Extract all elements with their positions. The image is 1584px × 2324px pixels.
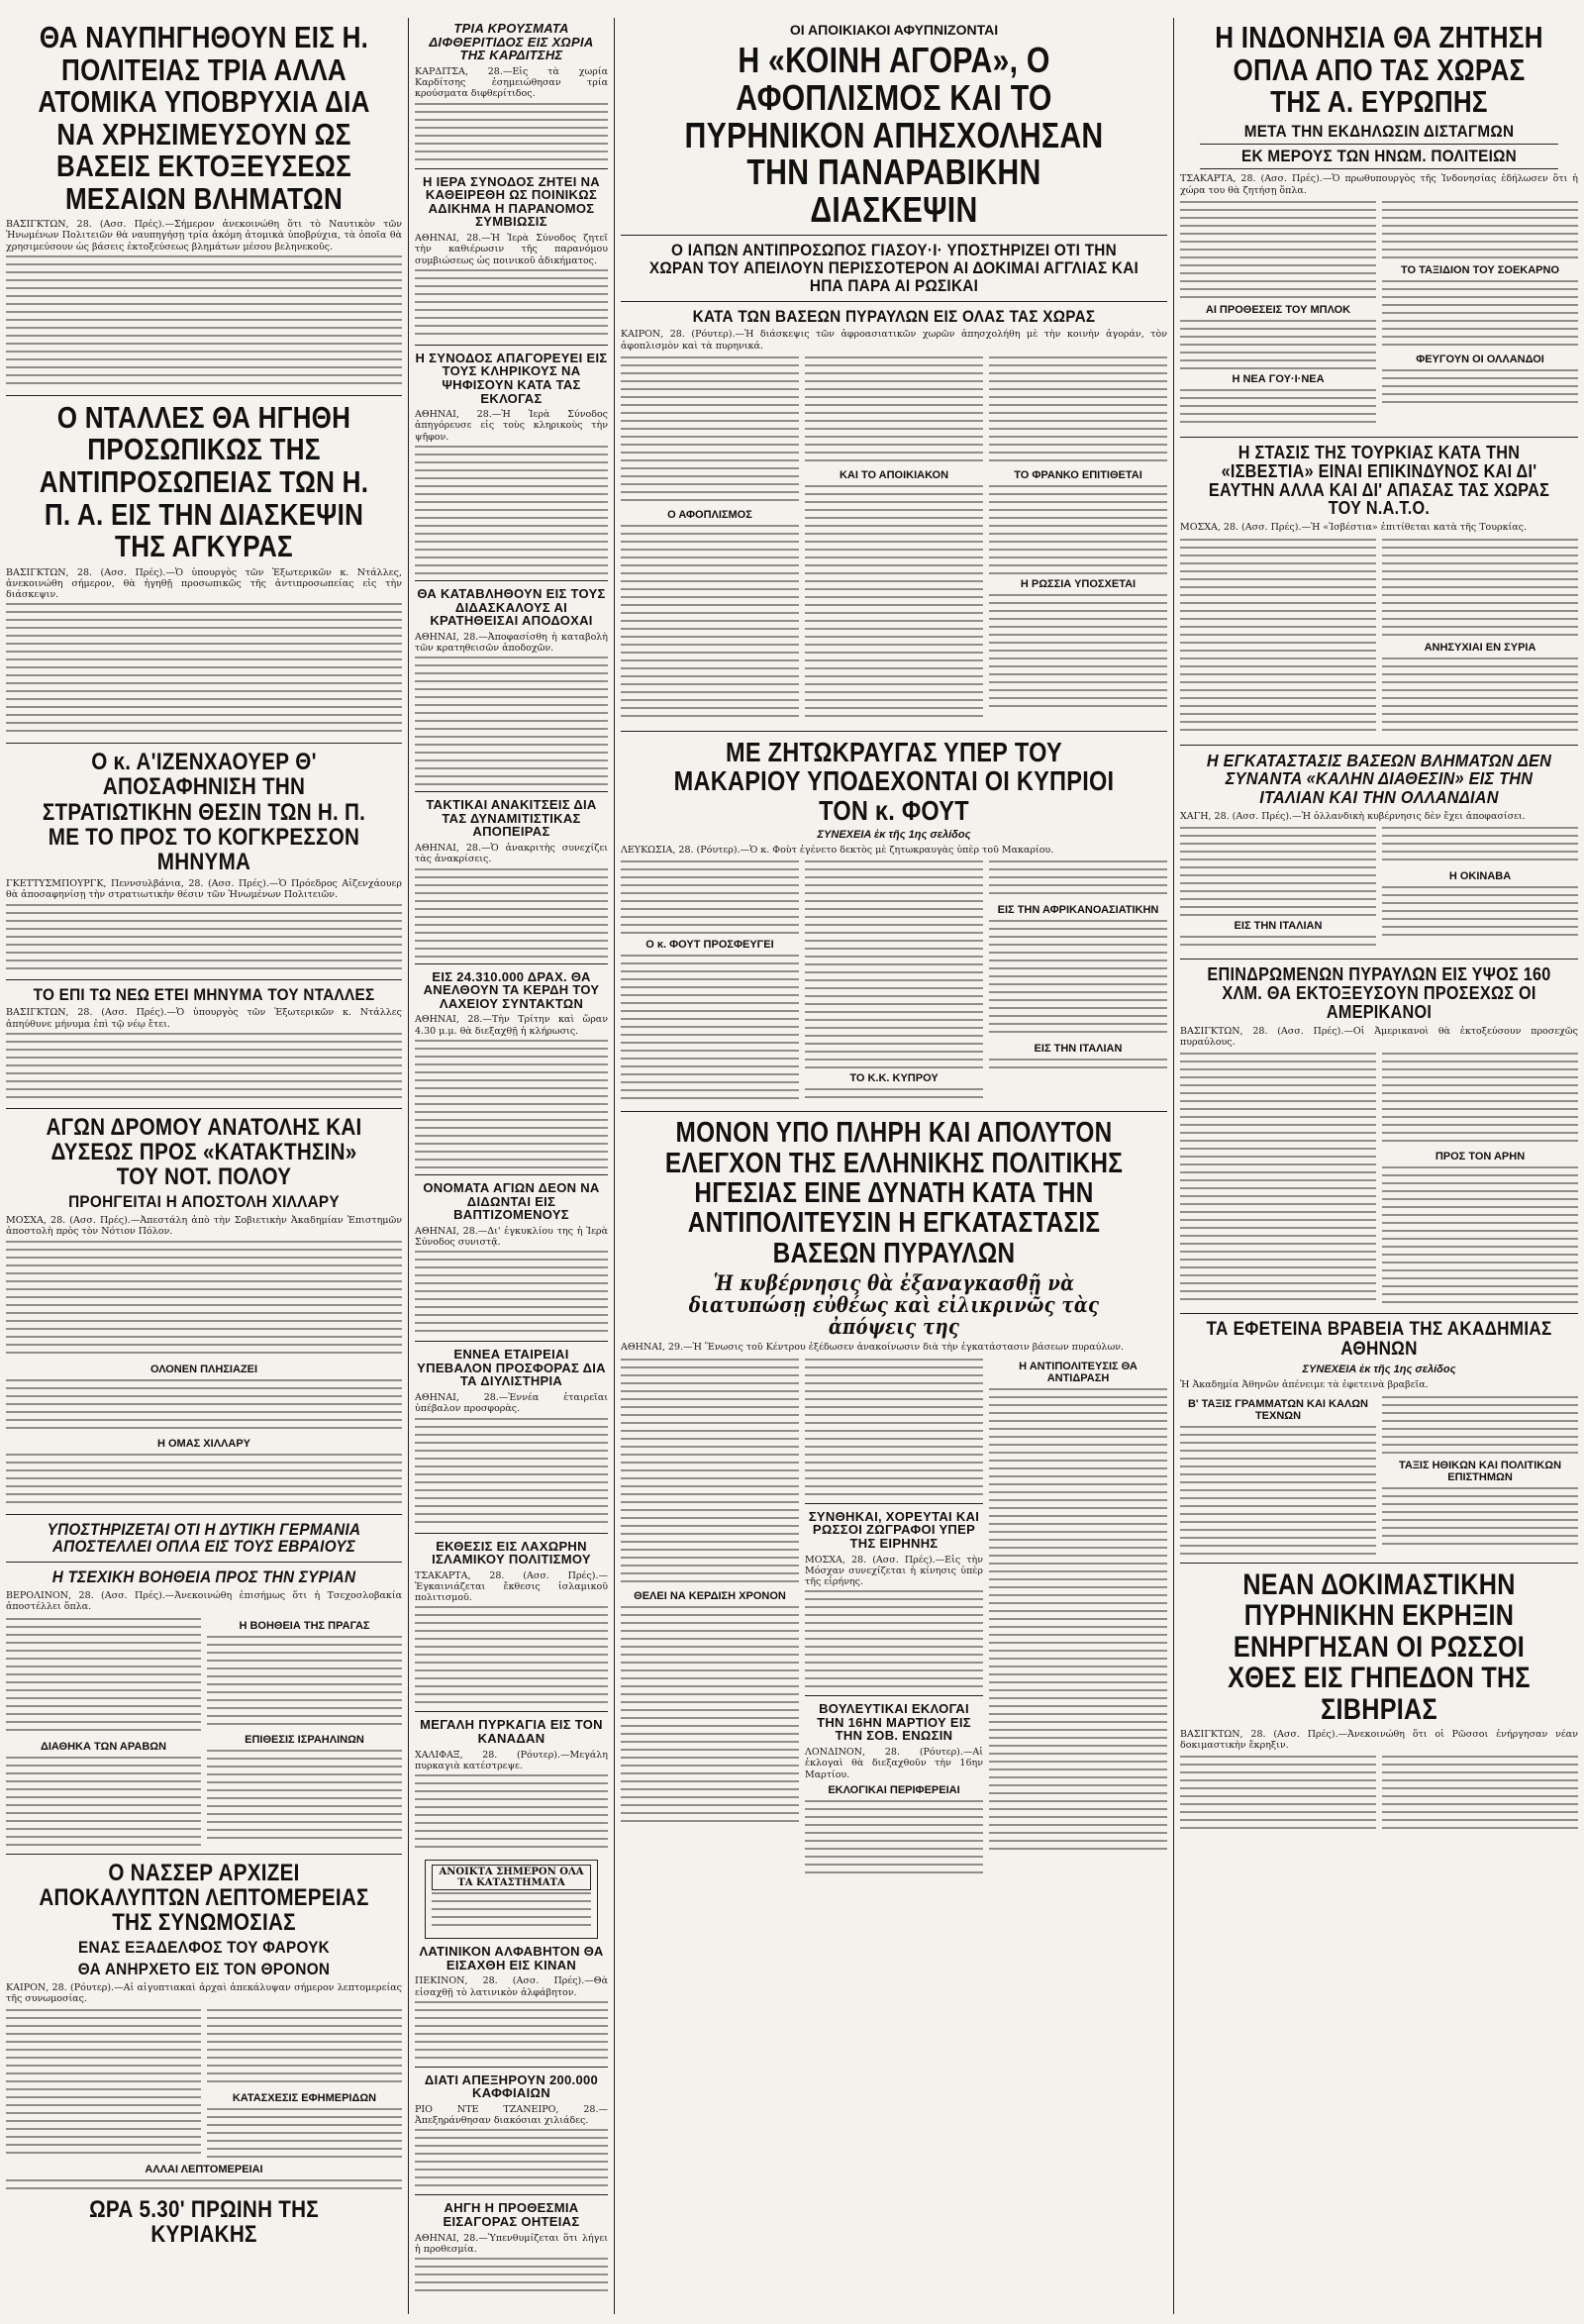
article-text-block <box>1180 320 1376 369</box>
section-subhead: ΤΟ Κ.Κ. ΚΥΠΡΟΥ <box>849 1072 939 1085</box>
article-text-block <box>415 1774 608 1854</box>
article-text-block <box>1180 1426 1376 1555</box>
headline-academy-awards: ΤΑ ΕΦΕΤΕΙΝΑ ΒΡΑΒΕΙΑ ΤΗΣ ΑΚΑΔΗΜΙΑΣ ΑΘΗΝΩΝ <box>1206 1319 1552 1361</box>
article-text-block <box>805 1800 983 1879</box>
section-subhead: ΕΙΣ ΤΗΝ ΙΤΑΛΙΑΝ <box>1234 920 1323 933</box>
headline-nasser: Ο ΝΑΣΣΕΡ ΑΡΧΙΖΕΙ ΑΠΟΚΑΛΥΠΤΩΝ ΛΕΠΤΟΜΕΡΕΙΑΣ ΤΗΣ ΣΥΝΩΜΟΣΙΑΣ <box>39 1859 369 1936</box>
headline-saint-names: ΟΝΟΜΑΤΑ ΑΓΙΩΝ ΔΕΟΝ ΝΑ ΔΙΔΩΝΤΑΙ ΕΙΣ ΒΑΠΤΙΖΟΜΕΝΟΥΣ <box>423 1179 600 1223</box>
article-text-block <box>1382 201 1578 260</box>
article-text: ΠΕΚΙΝΟΝ, 28. (Ασσ. Πρές).—Θὰ εἰσαχθῇ τὸ λατινικὸν ἀλφάβητον. <box>415 1975 608 1998</box>
headline-canada-fire: ΜΕΓΑΛΗ ΠΥΡΚΑΓΙΑ ΕΙΣ ΤΟΝ ΚΑΝΑΔΑΝ <box>420 1717 603 1747</box>
article-text: ΤΣΑΚΑΡΤΑ, 28. (Ασσ. Πρές).—Ἐγκαινιάζεται ἔκθεσις ἰσλαμικοῦ πολιτισμοῦ. <box>415 1569 608 1604</box>
headline-missile-control: ΜΟΝΟΝ ΥΠΟ ΠΛΗΡΗ ΚΑΙ ΑΠΟΛΥΤΟΝ ΕΛΕΓΧΟΝ ΤΗΣ ΕΛΛΗΝΙΚΗΣ ΠΟΛΙΤΙΚΗΣ ΗΓΕΣΙΑΣ ΕΙΝΕ ΔΥΝΑΤΗ ΚΑΤΑ ΤΗΝ ΑΝΤΙΠΟΛΙΤΕΥΣΙΝ Η ΕΓΚΑΤΑΣΤΑΣΙΣ ΒΑΣΕΩΝ ΠΥΡΑΥΛΩΝ <box>664 1117 1124 1269</box>
article-text-block <box>6 1033 402 1102</box>
section-subhead: ΑΙ ΠΡΟΘΕΣΕΙΣ ΤΟΥ ΜΠΛΟΚ <box>1205 303 1351 316</box>
article-text-block <box>805 860 983 1068</box>
article-text: Ἡ Ἀκαδημία Ἀθηνῶν ἀπένειμε τὰ ἐφετεινὰ βραβεῖα. <box>1180 1379 1429 1391</box>
article-text-block <box>6 1241 402 1360</box>
headline-lahore: ΕΚΘΕΣΙΣ ΕΙΣ ΛΑΧΩΡΗΝ ΙΣΛΑΜΙΚΟΥ ΠΟΛΙΤΙΣΜΟΥ <box>432 1538 591 1567</box>
article-text-block <box>207 2108 402 2158</box>
section-subhead: ΟΛΟΝΕΝ ΠΛΗΣΙΑΖΕΙ <box>149 1363 258 1375</box>
article-text-block <box>6 2179 402 2193</box>
section-subhead: ΦΕΥΓΟΥΝ ΟΙ ΟΛΛΑΝΔΟΙ <box>1416 353 1544 365</box>
article-text-block <box>989 1388 1167 1854</box>
article-text-block <box>1382 539 1578 638</box>
article-text: ΜΟΣΧΑ, 28. (Ασσ. Πρές).—Ἀπεστάλη ἀπὸ τὴν Σοβιετικὴν Ἀκαδημίαν Ἐπιστημῶν ἀποστολὴ πρὸς τὸν Νότιον Πόλον. <box>6 1215 402 1238</box>
headline-turkey-izvestia: Η ΣΤΑΣΙΣ ΤΗΣ ΤΟΥΡΚΙΑΣ ΚΑΤΑ ΤΗΝ «ΙΣΒΕΣΤΙΑ» ΕΙΝΑΙ ΕΠΙΚΙΝΔΥΝΟΣ ΚΑΙ ΔΙ' ΕΑΥΤΗΝ ΑΛΛΑ ΚΑΙ ΔΙ' ΑΠΑΣΑΣ ΤΑΣ ΧΩΡΑΣ ΤΟΥ Ν.Α.Τ.Ο. <box>1208 442 1550 519</box>
article-text-block <box>415 2001 608 2061</box>
headline-dulles-message: ΤΟ ΕΠΙ ΤΩ ΝΕΩ ΕΤΕΙ ΜΗΝΥΜΑ ΤΟΥ ΝΤΑΛΛΕΣ <box>33 984 375 1004</box>
article-text-block <box>989 356 1167 465</box>
article-text: ΛΕΥΚΩΣΙΑ, 28. (Ρόυτερ).—Ὁ κ. Φοὺτ ἐγένετο δεκτὸς μὲ ζητωκραυγὰς ὑπὲρ τοῦ Μακαρίου. <box>621 844 1054 856</box>
article-text: ΒΑΣΙΓΚΤΩΝ, 28. (Ασσ. Πρές).—Ὁ ὑπουργὸς τῶν Ἐξωτερικῶν κ. Ντάλλες ἀπηύθυνε μήνυμα ἐπὶ τῷ νέῳ ἔτει. <box>6 1007 402 1030</box>
article-text: ΧΑΛΙΦΑΞ, 28. (Ρόυτερ).—Μεγάλη πυρκαγιὰ κατέστρεψε. <box>415 1749 608 1771</box>
three-column-text <box>621 859 1167 1105</box>
article-text: ΑΘΗΝΑΙ, 28.—Ἡ Ἱερὰ Σύνοδος ἀπηγόρευσε εἰς τοὺς κληρικοὺς τὴν ψῆφον. <box>415 409 608 443</box>
section-subhead: ΠΡΟΣ ΤΟΝ ΑΡΗΝ <box>1435 1151 1526 1163</box>
article-text-block <box>6 1379 402 1434</box>
headline-peace-artists: ΣΥΝΘΗΚΑΙ, ΧΟΡΕΥΤΑΙ ΚΑΙ ΡΩΣΣΟΙ ΖΩΓΡΑΦΟΙ ΥΠΕΡ ΤΗΣ ΕΙΡΗΝΗΣ <box>808 1508 980 1551</box>
article-text-block <box>415 103 608 162</box>
article-text-block <box>989 485 1167 574</box>
article-text: ΑΘΗΝΑΙ, 28.—Ἀποφασίσθη ἡ καταβολὴ τῶν κρατηθεισῶν ἀποδοχῶν. <box>415 631 608 654</box>
article-text: ΤΣΑΚΑΡΤΑ, 28. (Ασσ. Πρές).—Ὁ πρωθυπουργὸς τῆς Ἰνδονησίας ἐδήλωσεν ὅτι ἡ χώρα του θὰ ζητήσῃ ὅπλα. <box>1180 173 1578 196</box>
headline-bottom-time: ΩΡΑ 5.30' ΠΡΩΙΝΗ ΤΗΣ ΚΥΡΙΑΚΗΣ <box>89 2196 319 2249</box>
section-subhead: ΕΙΣ ΤΗΝ ΙΤΑΛΙΑΝ <box>1034 1043 1123 1056</box>
article-text: ΑΘΗΝΑΙ, 28.—Ἐννέα ἑταιρεῖαι ὑπέβαλον προσφορὰς. <box>415 1392 608 1415</box>
subheadline-us: ΕΚ ΜΕΡΟΥΣ ΤΩΝ ΗΝΩΜ. ΠΟΛΙΤΕΙΩΝ <box>1200 144 1558 169</box>
article-text-block <box>6 603 402 737</box>
headline-coffee: ΔΙΑΤΙ ΑΠΕΞΗΡΟΥΝ 200.000 ΚΑΦΦΙΑΙΩΝ <box>424 2071 599 2101</box>
two-column-text <box>1180 537 1578 739</box>
article-text-block <box>415 1040 608 1168</box>
section-subhead: ΕΠΙΘΕΣΙΣ ΙΣΡΑΗΛΙΝΩΝ <box>245 1733 364 1746</box>
article-text-block <box>415 1251 608 1335</box>
headline-latin-alphabet: ΛΑΤΙΝΙΚΟΝ ΑΛΦΑΒΗΤΟΝ ΘΑ ΕΙΣΑΧΘΗ ΕΙΣ ΚΙΝΑΝ <box>419 1944 604 1972</box>
subheadline-japan: Ο ΙΑΠΩΝ ΑΝΤΙΠΡΟΣΩΠΟΣ ΓΙΑΣΟΥ·Ι· ΥΠΟΣΤΗΡΙΖΕΙ ΟΤΙ ΤΗΝ ΧΩΡΑΝ ΤΟΥ ΑΠΕΙΛΟΥΝ ΠΕΡΙΣΣΟΤΕΡΟΝ ΑΙ ΔΟΚΙΜΑΙ ΑΓΓΛΙΑΣ ΚΑΙ ΗΠΑ ΠΑΡΑ ΑΙ ΡΩΣΙΚΑΙ <box>648 240 1139 295</box>
column-left <box>0 18 408 2314</box>
section-subhead: Ο κ. ΦΟΥΤ ΠΡΟΣΦΕΥΓΕΙ <box>645 939 774 952</box>
article-text: ΜΟΣΧΑ, 28. (Ασσ. Πρές).—Ἡ «Ἰσβέστια» ἐπιτίθεται κατὰ τῆς Τουρκίας. <box>1180 522 1528 534</box>
section-subhead: ΚΑΤΑΣΧΕΣΙΣ ΕΦΗΜΕΡΙΔΩΝ <box>232 2092 377 2105</box>
notice-label: ΑΝΟΙΚΤΑ ΣΗΜΕΡΟΝ ΟΛΑ ΤΑ ΚΑΤΑΣΤΗΜΑΤΑ <box>432 1865 591 1890</box>
article-text-block <box>1382 369 1578 409</box>
two-column-text <box>1180 1051 1578 1307</box>
article-text: ΚΑΙΡΟΝ, 28. (Ρόυτερ).—Ἡ διάσκεψις τῶν ἀφροασιατικῶν χωρῶν ἀπησχολήθη μὲ τὴν κοινὴν ἀγοράν, τὸν ἀφοπλισμὸν καὶ τὰ πυρηνικά. <box>621 329 1167 352</box>
section-subhead: ΘΕΛΕΙ ΝΑ ΚΕΡΔΙΣΗ ΧΡΟΝΟΝ <box>634 1589 786 1602</box>
section-subhead: ΑΝΗΣΥΧΙΑΙ ΕΝ ΣΥΡΙΑ <box>1424 641 1536 654</box>
article-text-block <box>1382 1053 1578 1147</box>
article-text-block <box>989 1059 1167 1073</box>
article-text-block <box>1382 657 1578 737</box>
article-text: ΒΑΣΙΓΚΤΩΝ, 28. (Ασσ. Πρές).—Ἀνεκοινώθη ὅτι οἱ Ρῶσσοι ἐνήργησαν νέαν δοκιμαστικὴν ἔκρηξιν. <box>1180 1729 1578 1752</box>
two-column-text <box>1180 1754 1578 1837</box>
article-text-block <box>1180 201 1376 300</box>
subheadline-hillary: ΠΡΟΗΓΕΙΤΑΙ Η ΑΠΟΣΤΟΛΗ ΧΙΛΛΑΡΥ <box>68 1192 340 1212</box>
section-subhead: Η ΟΜΑΣ ΧΙΛΛΑΡΥ <box>156 1437 250 1450</box>
section-subhead: ΤΟ ΤΑΞΙΔΙΟΝ ΤΟΥ ΣΟΕΚΑΡΝΟ <box>1400 263 1559 276</box>
section-subhead: ΚΑΙ ΤΟ ΑΠΟΙΚΙΑΚΟΝ <box>839 468 949 481</box>
article-text-block <box>1382 280 1578 350</box>
article-text-block <box>6 255 402 389</box>
article-text: ΓΚΕΤΤΥΣΜΠΟΥΡΓΚ, Πεννσυλβάνια, 28. (Ασσ. Πρές).—Ὁ Πρόεδρος Αἰζενχάουερ θὰ ἀποσαφηνίσῃ τὴν στρατιωτικὴν θέσιν τῶν Ἡνωμένων Πολιτειῶν. <box>6 878 402 901</box>
article-text-block <box>415 269 608 339</box>
three-column-text <box>621 354 1167 725</box>
two-column-text <box>1180 199 1578 431</box>
article-text-block <box>805 1359 983 1497</box>
section-subhead: Ο ΑΦΟΠΛΙΣΜΟΣ <box>667 508 752 521</box>
article-text: ΒΕΡΟΛΙΝΟΝ, 28. (Ασσ. Πρές).—Ἀνεκοινώθη ἐπισήμως ὅτι ἡ Τσεχοσλοβακία ἀποστέλλει ὅπλα. <box>6 1590 402 1613</box>
article-text-block <box>989 860 1167 900</box>
article-text-block <box>1382 1487 1578 1547</box>
article-text-block <box>1180 827 1376 916</box>
headline-germany-arms: ΥΠΟΣΤΗΡΙΖΕΤΑΙ ΟΤΙ Η ΔΥΤΙΚΗ ΓΕΡΜΑΝΙΑ ΑΠΟΣΤΕΛΛΕΙ ΟΠΛΑ ΕΙΣ ΤΟΥΣ ΕΒΡΑΙΟΥΣ <box>47 1519 361 1557</box>
headline-czech-aid: Η ΤΣΕΧΙΚΗ ΒΟΗΘΕΙΑ ΠΡΟΣ ΤΗΝ ΣΥΡΙΑΝ <box>51 1567 356 1587</box>
article-text-block <box>207 1636 402 1730</box>
section-subhead: ΤΟ ΦΡΑΝΚΟ ΕΠΙΤΙΘΕΤΑΙ <box>1014 468 1142 481</box>
article-text-block <box>621 955 799 1103</box>
kicker-colonials: ΟΙ ΑΠΟΙΚΙΑΚΟΙ ΑΦΥΠΝΙΖΟΝΤΑΙ <box>789 22 999 38</box>
article-text-block <box>621 525 799 723</box>
article-text: ΚΑΙΡΟΝ, 28. (Ρόυτερ).—Αἱ αἰγυπτιακαὶ ἀρχαὶ ἀπεκάλυψαν σήμερον λεπτομερείας τῆς συνωμοσίας. <box>6 1981 402 2005</box>
article-text-block <box>805 1590 983 1689</box>
subheadline-throne: ΘΑ ΑΝΗΡΧΕΤΟ ΕΙΣ ΤΟΝ ΘΡΟΝΟΝ <box>77 1959 331 1978</box>
article-text-block <box>805 356 983 465</box>
article-text-block <box>621 860 799 935</box>
headline-lottery: ΕΙΣ 24.310.000 ΔΡΑΧ. ΘΑ ΑΝΕΛΘΟΥΝ ΤΑ ΚΕΡΔΗ ΤΟΥ ΛΑΧΕΙΟΥ ΣΥΝΤΑΚΤΩΝ <box>423 968 600 1011</box>
article-text-block <box>621 1359 799 1586</box>
section-subhead: Η ΝΕΑ ΓΟΥ·Ι·ΝΕΑ <box>1232 372 1325 385</box>
article-text-block <box>415 2258 608 2297</box>
article-text-block <box>621 356 799 505</box>
headline-synod-cohabitation: Η ΙΕΡΑ ΣΥΝΟΔΟΣ ΖΗΤΕΙ ΝΑ ΚΑΘΕΙΡΕΘΗ ΩΣ ΠΟΙΝΙΚΩΣ ΑΔΙΚΗΜΑ Η ΠΑΡΑΝΟΜΟΣ ΣΥΜΒΙΩΣΙΣ <box>423 173 600 230</box>
section-subhead: Η ΒΟΗΘΕΙΑ ΤΗΣ ΠΡΑΓΑΣ <box>239 1619 370 1632</box>
article-text-block <box>415 446 608 574</box>
article-text: ΑΘΗΝΑΙ, 28.—Ἡ Ἱερὰ Σύνοδος ζητεῖ τὴν καθιέρωσιν τῆς παρανόμου συμβιώσεως ὡς ποινικοῦ ἀδικήματος. <box>415 233 608 266</box>
article-text-block <box>1180 936 1376 951</box>
section-subhead: ΕΙΣ ΤΗΝ ΑΦΡΙΚΑΝΟΑΣΙΑΤΙΚΗΝ <box>997 904 1159 917</box>
article-text-block <box>207 2009 402 2088</box>
article-text: ΑΘΗΝΑΙ, 28.—Ὁ ἀνακριτὴς συνεχίζει τὰς ἀνακρίσεις. <box>415 843 608 865</box>
headline-south-pole: ΑΓΩΝ ΔΡΟΜΟΥ ΑΝΑΤΟΛΗΣ ΚΑΙ ΔΥΣΕΩΣ ΠΡΟΣ «ΚΑΤΑΚΤΗΣΙΝ» ΤΟΥ ΝΟΤ. ΠΟΛΟΥ <box>46 1113 362 1191</box>
subheadline-hesitations: ΜΕΤΑ ΤΗΝ ΕΚΔΗΛΩΣΙΝ ΔΙΣΤΑΓΜΩΝ <box>1243 121 1515 141</box>
article-text-block <box>1180 1053 1376 1300</box>
headline-rockets-160km: ΕΠΙΝΔΡΩΜΕΝΩΝ ΠΥΡΑΥΛΩΝ ΕΙΣ ΥΨΟΣ 160 ΧΛΜ. ΘΑ ΕΚΤΟΞΕΥΣΟΥΝ ΠΡΟΣΕΧΩΣ ΟΙ ΑΜΕΡΙΚΑΝΟΙ <box>1207 964 1551 1023</box>
continuation-label: ΣΥΝΕΧΕΙΑ ἐκ τῆς 1ης σελίδος <box>1302 1364 1456 1376</box>
article-text-block <box>415 657 608 785</box>
article-text: ΧΑΓΗ, 28. (Ασσ. Πρές).—Ἡ ὁλλανδικὴ κυβέρνησις δὲν ἔχει ἀποφασίσει. <box>1180 811 1526 823</box>
headline-dynamite: ΤΑΚΤΙΚΑΙ ΑΝΑΚΙΤΣΕΙΣ ΔΙΑ ΤΑΣ ΔΥΝΑΜΙΤΙΣΤΙΚΑΣ ΑΠΟΠΕΙΡΑΣ <box>426 797 597 840</box>
two-column-text <box>6 2007 402 2160</box>
article-text-block <box>805 1088 983 1103</box>
article-text-block <box>415 1418 608 1527</box>
two-column-text <box>6 1616 402 1848</box>
article-text: ΑΘΗΝΑΙ, 28.—Ὑπενθυμίζεται ὅτι λήγει ἡ προθεσμία. <box>415 2232 608 2255</box>
section-subhead: Β' ΤΑΞΙΣ ΓΡΑΜΜΑΤΩΝ ΚΑΙ ΚΑΛΩΝ ΤΕΧΝΩΝ <box>1187 1397 1368 1422</box>
article-text-block <box>6 1454 402 1508</box>
headline-teachers-pay: ΘΑ ΚΑΤΑΒΛΗΘΟΥΝ ΕΙΣ ΤΟΥΣ ΔΙΔΑΣΚΑΛΟΥΣ ΑΙ ΚΡΑΤΗΘΕΙΣΑΙ ΑΠΟΔΟΧΑΙ <box>417 585 606 629</box>
article-text-block <box>1382 827 1578 866</box>
article-text: ΚΑΡΔΙΤΣΑ, 28.—Εἰς τὰ χωρία Καρδίτσης ἐσημειώθησαν τρία κρούσματα διφθερίτιδος. <box>415 65 608 100</box>
headline-italy-netherlands: Η ΕΓΚΑΤΑΣΤΑΣΙΣ ΒΑΣΕΩΝ ΒΛΗΜΑΤΩΝ ΔΕΝ ΣΥΝΑΝΤΑ «ΚΑΛΗΝ ΔΙΑΘΕΣΙΝ» ΕΙΣ ΤΗΝ ΙΤΑΛΙΑΝ ΚΑΙ ΤΗΝ ΟΛΛΑΝΔΙΑΝ <box>1206 750 1552 808</box>
headline-indonesia: Η ΙΝΔΟΝΗΣΙΑ ΘΑ ΖΗΤΗΣΗ ΟΠΛΑ ΑΠΟ ΤΑΣ ΧΩΡΑΣ ΤΗΣ Α. ΕΥΡΩΠΗΣ <box>1215 20 1543 120</box>
article-text: ΡΙΟ ΝΤΕ ΤΖΑΝΕΙΡΟ, 28.—Ἀπεξηράνθησαν διακόσιαι χιλιάδες. <box>415 2104 608 2127</box>
headline-submarines: ΘΑ ΝΑΥΠΗΓΗΘΟΥΝ ΕΙΣ Η. ΠΟΛΙΤΕΙΑΣ ΤΡΙΑ ΑΛΛΑ ΑΤΟΜΙΚΑ ΥΠΟΒΡΥΧΙΑ ΔΙΑ ΝΑ ΧΡΗΣΙΜΕΥΣΟΥΝ ΩΣ ΒΑΣΕΙΣ ΕΚΤΟΞΕΥΣΕΩΣ ΜΕΣΑΙΩΝ ΒΛΗΜΑΤΩΝ <box>38 20 370 216</box>
article-text-block <box>415 2129 608 2188</box>
article-text: ΒΑΣΙΓΚΤΩΝ, 28. (Ασσ. Πρές).—Οἱ Ἀμερικανοὶ θὰ ἐκτοξεύσουν προσεχῶς πυραύλους. <box>1180 1026 1578 1049</box>
article-text-block <box>6 904 402 973</box>
notice-box <box>425 1860 598 1939</box>
three-column-text <box>621 1357 1167 1881</box>
headline-deadline: ΑΗΓΗ Η ΠΡΟΘΕΣΜΙΑ ΕΙΣΑΓΟΡΑΣ ΟΗΤΕΙΑΣ <box>443 2200 580 2230</box>
column-right <box>1174 18 1584 2314</box>
headline-eisenhower: Ο κ. Α'ΙΖΕΝΧΑΟΥΕΡ Θ' ΑΠΟΣΑΦΗΝΙΣΗ ΤΗΝ ΣΤΡΑΤΙΩΤΙΚΗΝ ΘΕΣΙΝ ΤΩΝ Η. Π. ΜΕ ΤΟ ΠΡΟΣ ΤΟ ΚΟΓΚΡΕΣΣΟΝ ΜΗΝΥΜΑ <box>42 749 366 875</box>
article-text-block <box>1382 1166 1578 1305</box>
article-text: ΑΘΗΝΑΙ, 29.—Ἡ Ἕνωσις τοῦ Κέντρου ἐξέδωσεν ἀνακοίνωσιν διὰ τὴν ἐγκατάστασιν βάσεων πυραύλων. <box>621 1342 1124 1354</box>
article-text: ΛΟΝΔΙΝΟΝ, 28. (Ρόυτερ).—Αἱ ἐκλογαὶ θὰ διεξαχθοῦν τὴν 16ην Μαρτίου. <box>805 1747 983 1780</box>
section-subhead: ΤΑΞΙΣ ΗΘΙΚΩΝ ΚΑΙ ΠΟΛΙΤΙΚΩΝ ΕΠΙΣΤΗΜΩΝ <box>1398 1459 1562 1483</box>
article-text: ΑΘΗΝΑΙ, 28.—Δι' ἐγκυκλίου της ἡ Ἱερὰ Σύνοδος συνιστᾷ. <box>415 1225 608 1248</box>
article-text-block <box>6 1757 201 1846</box>
article-text-block <box>432 1892 591 1932</box>
article-text: ΜΟΣΧΑ, 28. (Ασσ. Πρές).—Εἰς τὴν Μόσχαν συνεχίζεται ἡ κίνησις ὑπὲρ τῆς εἰρήνης. <box>805 1554 983 1587</box>
headline-dulles-ankara: Ο ΝΤΑΛΛΕΣ ΘΑ ΗΓΗΘΗ ΠΡΟΣΩΠΙΚΩΣ ΤΗΣ ΑΝΤΙΠΡΟΣΩΠΕΙΑΣ ΤΩΝ Η. Π. Α. ΕΙΣ ΤΗΝ ΔΙΑΣΚΕΨΙΝ ΤΗΣ ΑΓΚΥΡΑΣ <box>39 399 369 564</box>
section-subhead: ΔΙΑΘΗΚΑ ΤΩΝ ΑΡΑΒΩΝ <box>40 1740 167 1753</box>
section-subhead: ΑΛΛΑΙ ΛΕΠΤΟΜΕΡΕΙΑΙ <box>145 2164 263 2176</box>
headline-makarios: ΜΕ ΖΗΤΩΚΡΑΥΓΑΣ ΥΠΕΡ ΤΟΥ ΜΑΚΑΡΙΟΥ ΥΠΟΔΕΧΟΝΤΑΙ ΟΙ ΚΥΠΡΙΟΙ ΤΟΝ κ. ΦΟΥΤ <box>673 736 1115 826</box>
section-subhead: ΕΚΛΟΓΙΚΑΙ ΠΕΡΙΦΕΡΕΙΑΙ <box>828 1783 960 1796</box>
article-text-block <box>207 1750 402 1844</box>
column-narrow <box>409 18 614 2314</box>
article-text: ΒΑΣΙΓΚΤΩΝ, 28. (Ασσ. Πρές).—Ὁ ὑπουργὸς τῶν Ἐξωτερικῶν κ. Ντάλλες, ἀνεκοινώθη σήμερον, θὰ ἡγηθῇ προσωπικῶς τῆς ἀντιπροσωπείας εἰς τὴν διάσκεψιν. <box>6 566 402 601</box>
continuation-label: ΣΥΝΕΧΕΙΑ ἐκ τῆς 1ης σελίδος <box>817 828 971 841</box>
subheadline-government: Ἡ κυβέρνησις θὰ ἐξαναγκασθῇ νὰ διατυπώσῃ εὐθέως καὶ εἰλικρινῶς τὰς ἀπόψεις της <box>688 1270 1100 1340</box>
article-text-block <box>989 920 1167 1039</box>
two-column-text <box>1180 1394 1578 1557</box>
article-text-block <box>415 868 608 958</box>
headline-nuclear-test: ΝΕΑΝ ΔΟΚΙΜΑΣΤΙΚΗΝ ΠΥΡΗΝΙΚΗΝ ΕΚΡΗΞΙΝ ΕΝΗΡΓΗΣΑΝ ΟΙ ΡΩΣΣΟΙ ΧΘΕΣ ΕΙΣ ΓΗΠΕΔΟΝ ΤΗΣ ΣΙΒΗΡΙΑΣ <box>1228 1567 1531 1726</box>
headline-diphtheria: ΤΡΙΑ ΚΡΟΥΣΜΑΤΑ ΔΙΦΘΕΡΙΤΙΔΟΣ ΕΙΣ ΧΩΡΙΑ ΤΗΣ ΚΑΡΔΙΤΣΗΣ <box>429 21 594 63</box>
article-text-block <box>989 594 1167 708</box>
section-subhead: Η ΟΚΙΝΑΒΑ <box>1448 870 1512 883</box>
headline-synod-clergy: Η ΣΥΝΟΔΟΣ ΑΠΑΓΟΡΕΥΕΙ ΕΙΣ ΤΟΥΣ ΚΛΗΡΙΚΟΥΣ ΝΑ ΨΗΦΙΣΟΥΝ ΚΑΤΑ ΤΑΣ ΕΚΛΟΓΑΣ <box>415 350 608 406</box>
article-text-block <box>1382 886 1578 936</box>
subheadline-missile-bases: ΚΑΤΑ ΤΩΝ ΒΑΣΕΩΝ ΠΥΡΑΥΛΩΝ ΕΙΣ ΟΛΑΣ ΤΑΣ ΧΩΡΑΣ <box>692 306 1096 326</box>
headline-soviet-elections: ΒΟΥΛΕΥΤΙΚΑΙ ΕΚΛΟΓΑΙ ΤΗΝ 16ΗΝ ΜΑΡΤΙΟΥ ΕΙΣ ΤΗΝ ΣΟΒ. ΕΝΩΣΙΝ <box>817 1701 971 1744</box>
subheadline-farouk: ΕΝΑΣ ΕΞΑΔΕΛΦΟΣ ΤΟΥ ΦΑΡΟΥΚ <box>77 1938 331 1958</box>
section-subhead: Η ΡΩΣΣΙΑ ΥΠΟΣΧΕΤΑΙ <box>1020 577 1137 590</box>
headline-common-market: Η «ΚΟΙΝΗ ΑΓΟΡΑ», Ο ΑΦΟΠΛΙΣΜΟΣ ΚΑΙ ΤΟ ΠΥΡΗΝΙΚΟΝ ΑΠΗΣΧΟΛΗΣΑΝ ΤΗΝ ΠΑΝΑΡΑΒΙΚΗΝ ΔΙΑΣΚΕΨΙΝ <box>684 40 1104 231</box>
two-column-text <box>1180 825 1578 953</box>
section-subhead: Η ΑΝΤΙΠΟΛΙΤΕΥΣΙΣ ΘΑ ΑΝΤΙΔΡΑΣΗ <box>1019 1360 1138 1384</box>
column-center <box>615 18 1173 2314</box>
article-text-block <box>805 485 983 723</box>
article-text-block <box>6 2009 201 2158</box>
article-text: ΒΑΣΙΓΚΤΩΝ, 28. (Ασσ. Πρές).—Σήμερον ἀνεκοινώθη ὅτι τὸ Ναυτικὸν τῶν Ἡνωμένων Πολιτειῶν θὰ ναυπηγήσῃ τρία ἀκόμη ἀτομικὰ ὑποβρύχια, τὰ ὁποῖα θὰ χρησιμεύσουν ὡς βάσεις ἐκτοξεύσεως βλημάτων μέσου βεληνεκοῦς. <box>6 219 402 253</box>
article-text-block <box>6 1618 201 1737</box>
headline-refineries: ΕΝΝΕΑ ΕΤΑΙΡΕΙΑΙ ΥΠΕΒΑΛΟΝ ΠΡΟΣΦΟΡΑΣ ΔΙΑ ΤΑ ΔΙΥΛΙΣΤΗΡΙΑ <box>417 1347 606 1389</box>
article-text-block <box>621 1606 799 1824</box>
article-text-block <box>1180 389 1376 429</box>
article-text-block <box>1180 1756 1376 1835</box>
article-text-block <box>1382 1756 1578 1835</box>
article-text-block <box>1382 1396 1578 1456</box>
article-text-block <box>1180 539 1376 737</box>
article-text: ΑΘΗΝΑΙ, 28.—Τὴν Τρίτην καὶ ὥραν 4.30 μ.μ. θὰ διεξαχθῇ ἡ κλήρωσις. <box>415 1014 608 1037</box>
article-text-block <box>415 1606 608 1705</box>
